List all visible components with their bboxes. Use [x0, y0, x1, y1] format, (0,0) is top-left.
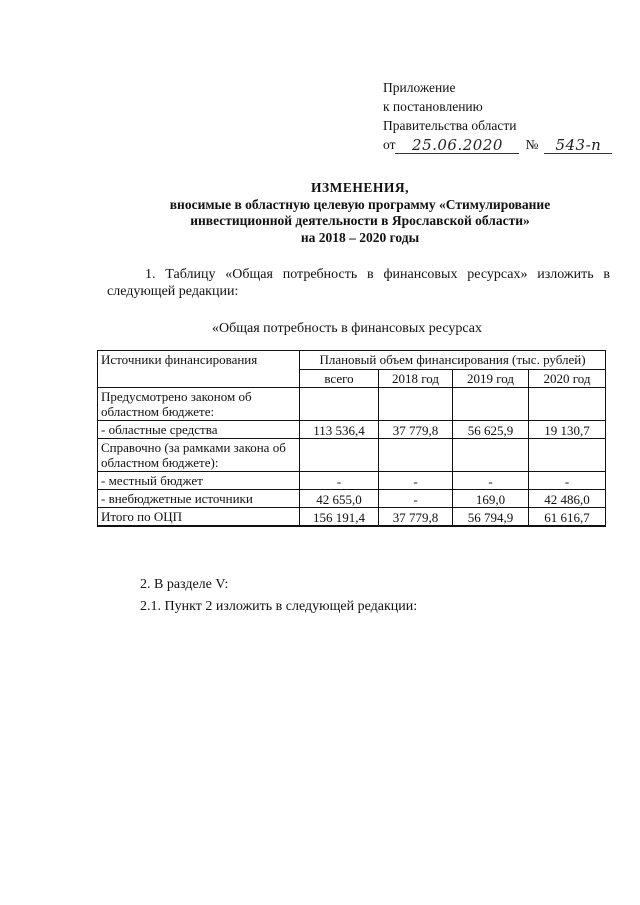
table-total-row [98, 508, 606, 527]
paragraph-3: 2.1. Пункт 2 изложить в следующей редакции: [140, 599, 418, 614]
handwritten-number: 543-п [544, 137, 612, 154]
cell-2020 [529, 388, 606, 421]
appendix-line-3: Правительства области [383, 118, 517, 133]
cell-2020: 19 130,7 [529, 421, 606, 439]
row-source: Итого по ОЦП [98, 508, 300, 527]
cell-2020: 61 616,7 [529, 508, 606, 527]
table-caption: «Общая потребность в финансовых ресурсах [212, 321, 482, 336]
subheader-2020: 2020 год [529, 369, 606, 388]
title-line-2: вносимые в областную целевую программу «Стимулирование [169, 196, 551, 212]
row-source: Предусмотрено законом об областном бюджете: [98, 388, 300, 421]
cell-total: 156 191,4 [300, 508, 379, 527]
table-row [98, 421, 606, 439]
title-line-3: инвестиционной деятельности в Ярославской области» [190, 213, 530, 228]
cell-total: 42 655,0 [300, 490, 379, 508]
appendix-line-1: Приложение [383, 80, 456, 95]
cell-2020 [529, 439, 606, 472]
row-source: - областные средства [98, 421, 300, 439]
appendix-block [383, 78, 612, 154]
appendix-date-number-line [383, 135, 612, 154]
header-plan: Плановый объем финансирования (тыс. рублей) [300, 351, 606, 370]
paragraph-2: 2. В разделе V: [140, 577, 229, 592]
cell-2020: - [529, 472, 606, 490]
row-source: - местный бюджет [98, 472, 300, 490]
cell-2019 [453, 388, 529, 421]
title-line-1: ИЗМЕНЕНИЯ, [310, 180, 409, 195]
subheader-2018: 2018 год [379, 369, 453, 388]
cell-2020: 42 486,0 [529, 490, 606, 508]
subheader-2019: 2019 год [453, 369, 529, 388]
cell-2018: - [379, 490, 453, 508]
cell-2019: 169,0 [453, 490, 529, 508]
cell-2018 [379, 388, 453, 421]
header-sources: Источники финансирования [98, 351, 300, 388]
subheader-total: всего [300, 369, 379, 388]
cell-2018 [379, 439, 453, 472]
handwritten-date: 25.06.2020 [395, 137, 519, 154]
cell-2019: 56 625,9 [453, 421, 529, 439]
cell-2019 [453, 439, 529, 472]
title-line-4: на 2018 – 2020 годы [300, 229, 420, 245]
table-header-row [98, 351, 606, 370]
row-source: - внебюджетные источники [98, 490, 300, 508]
cell-2018: - [379, 472, 453, 490]
paragraph-1: 1. Таблицу «Общая потребность в финансовых ресурсах» изложить в следующей редакции: [107, 267, 610, 299]
from-label: от [383, 137, 396, 152]
number-label: № [525, 137, 539, 152]
cell-total: 113 536,4 [300, 421, 379, 439]
cell-total [300, 439, 379, 472]
table-row [98, 439, 606, 472]
row-source: Справочно (за рамками закона об областном бюджете): [98, 439, 300, 472]
cell-2019: - [453, 472, 529, 490]
table-row [98, 490, 606, 508]
appendix-line-2: к постановлению [383, 99, 483, 114]
financing-table [97, 350, 606, 527]
table-row [98, 472, 606, 490]
document-title [100, 180, 620, 246]
cell-total [300, 388, 379, 421]
cell-2018: 37 779,8 [379, 508, 453, 527]
cell-2018: 37 779,8 [379, 421, 453, 439]
cell-2019: 56 794,9 [453, 508, 529, 527]
cell-total: - [300, 472, 379, 490]
table-row [98, 388, 606, 421]
